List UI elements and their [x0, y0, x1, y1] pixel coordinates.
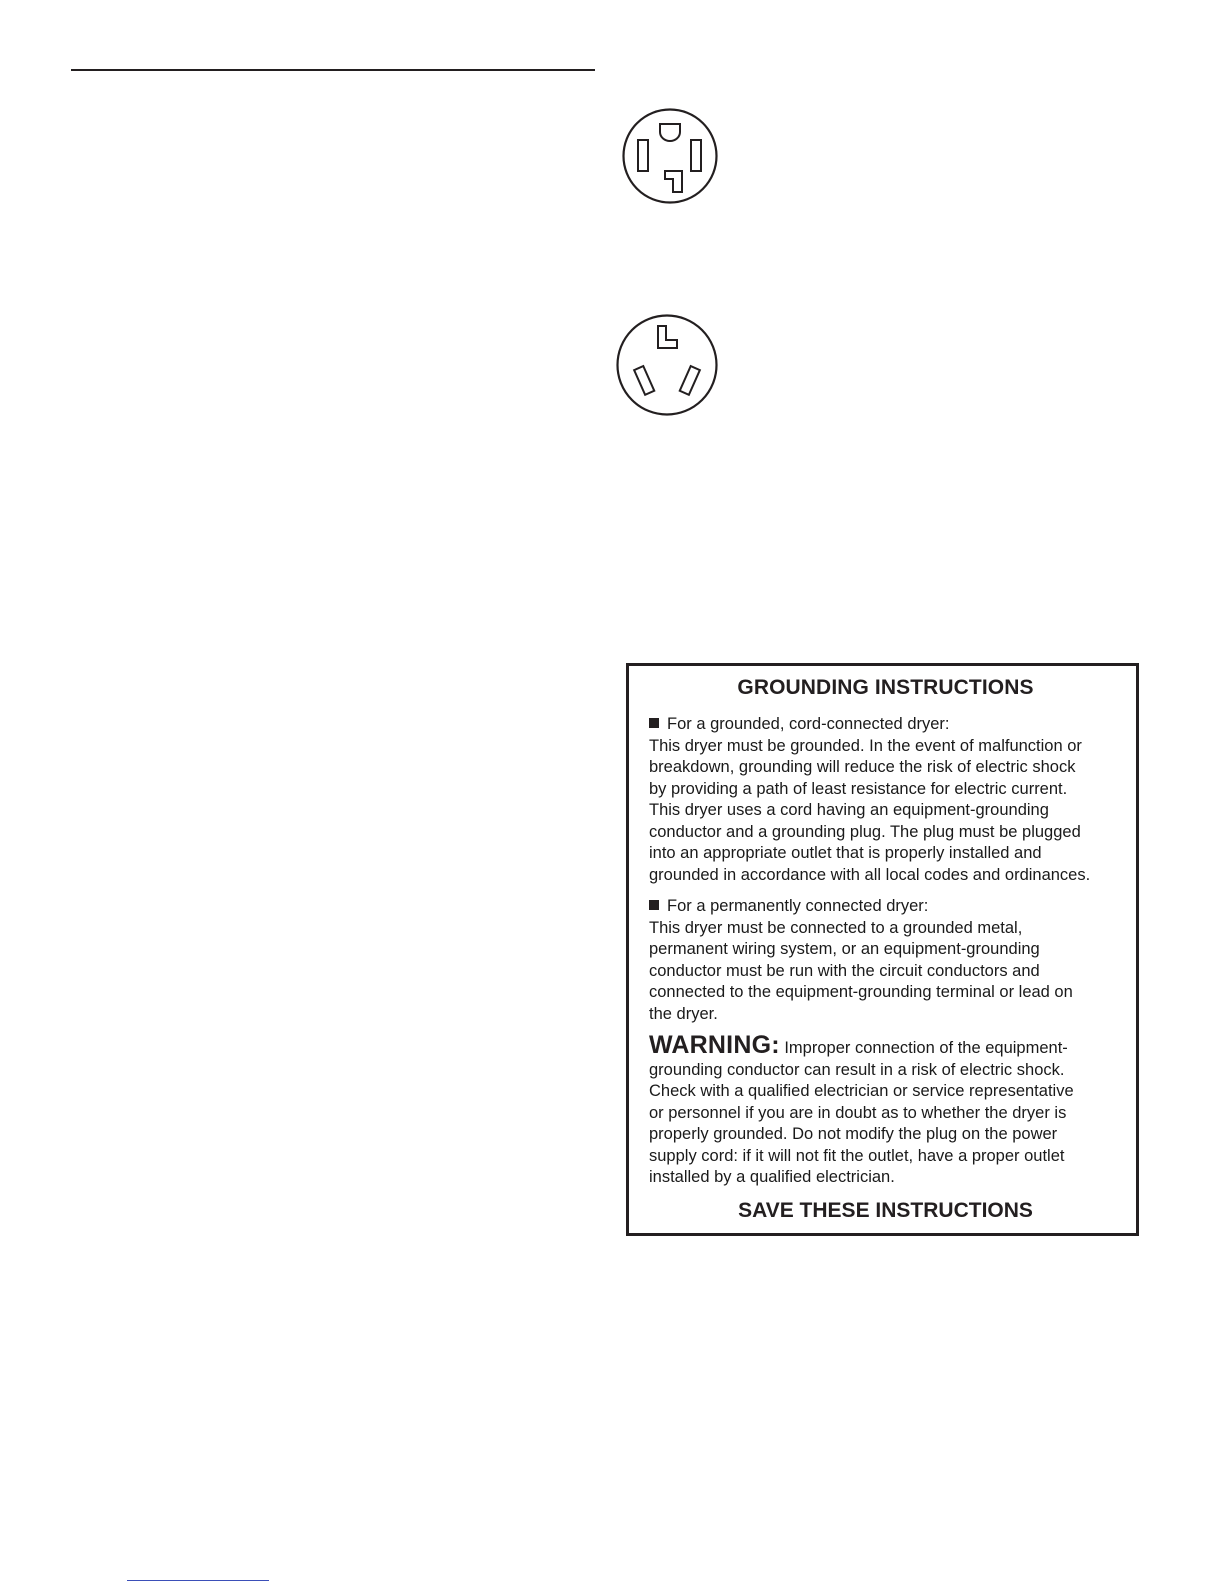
section1-heading-text: For a grounded, cord-connected dryer: [667, 715, 950, 733]
grounding-instructions-box [626, 663, 1139, 1236]
top-divider [71, 69, 595, 71]
three-prong-outlet-icon [614, 312, 720, 418]
save-instructions-footer: SAVE THESE INSTRUCTIONS [738, 1198, 1033, 1222]
section1-heading [649, 714, 1122, 736]
section1-text: This dryer must be grounded. In the event of malfunction or breakdown, grounding will reduce the risk of electric shock by providing a path of least resistance for electric current. This dryer uses a cord having an equipment-grounding conductor and a grounding plug. The plug must be plugged into an appropriate outlet that is properly installed and grounded in accordance with all local codes and ordinances. [649, 736, 1091, 884]
square-bullet-icon [649, 900, 659, 910]
section2-text: This dryer must be connected to a grounded metal, permanent wiring system, or an equipment-grounding conductor must be run with the circuit conductors and connected to the equipment-grounding terminal or lead on the dryer. [649, 918, 1073, 1023]
grounding-title: GROUNDING INSTRUCTIONS [737, 676, 1034, 699]
warning-label: WARNING: [649, 1031, 780, 1059]
section2-heading-text: For a permanently connected dryer: [667, 897, 929, 915]
four-prong-outlet-icon [620, 106, 720, 206]
square-bullet-icon [649, 718, 659, 728]
bottom-link-rule [127, 1580, 269, 1581]
section2-heading [649, 896, 1122, 918]
warning-text: Improper connection of the equipment- grounding conductor can result in a risk of electric shock. Check with a qualified electrician or service representative or personnel if you are in doubt as to whether the dryer is properly grounded. Do not modify the plug on the power supply cord: if it will not fit the outlet, have a proper outlet installed by a qualified electrician. [649, 1039, 1074, 1186]
warning-block [649, 1031, 1122, 1189]
